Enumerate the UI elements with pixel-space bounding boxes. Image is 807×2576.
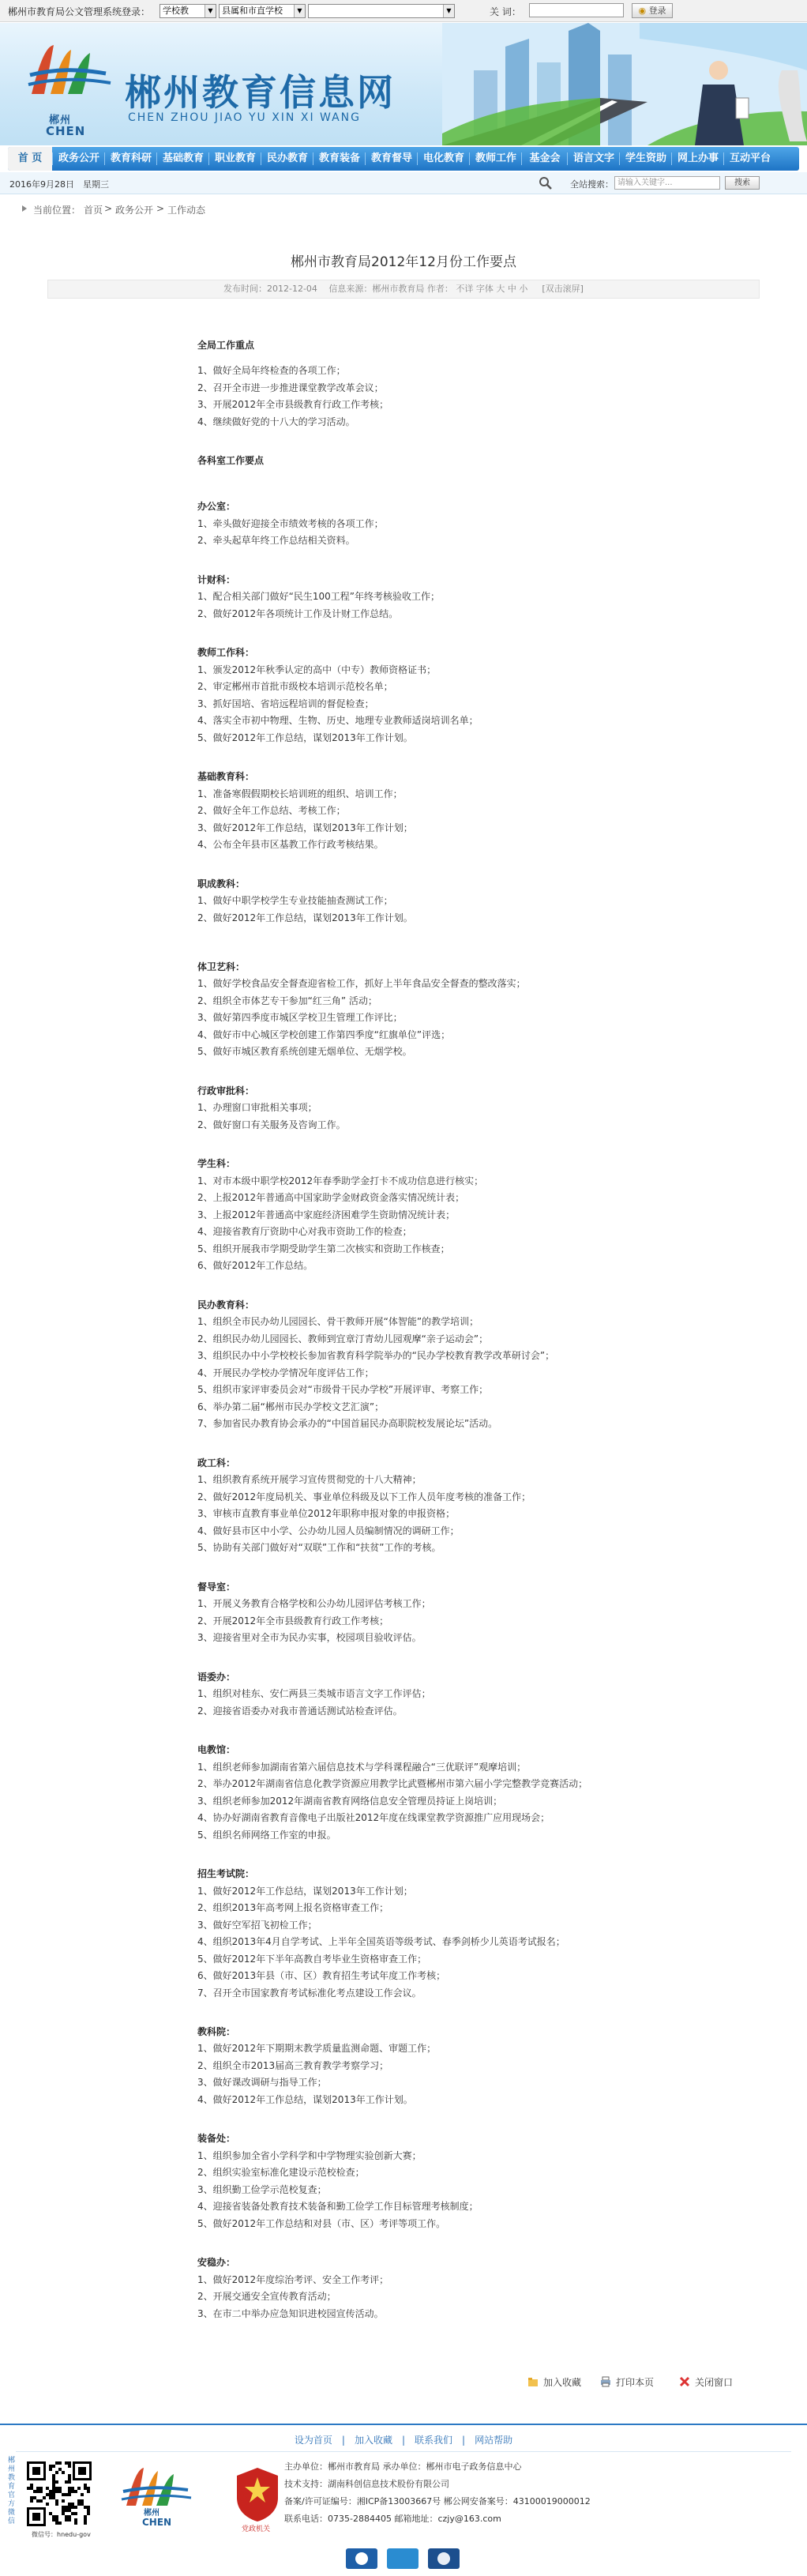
nav-separator: [671, 152, 672, 165]
section-item: 1、做好2012年度综治考评、安全工作考评；: [197, 2273, 389, 2285]
chevron-down-icon: ▼: [294, 5, 305, 17]
section-item: 1、组织教育系统开展学习宣传贯彻党的十八大精神；: [197, 1474, 422, 1486]
section-item: 6、做好2013年县（市、区）教育招生考试年度工作考核；: [197, 1970, 446, 1981]
section-item: 2、组织全市体艺专干参加“红三角” 活动；: [197, 995, 377, 1006]
breadcrumb: [0, 201, 807, 220]
footer-link-set-home[interactable]: 设为首页: [294, 2435, 332, 2446]
current-date: [9, 178, 109, 190]
search-icon: [539, 176, 553, 190]
section-item: 1、颁发2012年秋季认定的高中（中专）教师资格证书；: [197, 664, 437, 675]
section-item: 3、做好课改调研与指导工作；: [197, 2077, 327, 2089]
site-name: 郴州教育信息网: [125, 71, 396, 114]
nav-item[interactable]: 语言文字: [572, 152, 614, 164]
section-item: 4、公布全年县市区基教工作行政考核结果。: [197, 839, 384, 851]
unit-name-select[interactable]: [308, 4, 455, 18]
wechat-id: 微信号：hnedu-gov: [32, 2531, 91, 2538]
nav-item[interactable]: 互动平台: [729, 152, 771, 164]
section-item: 4、做好2012年工作总结，谋划2013年工作计划。: [197, 2093, 413, 2105]
section-item: 5、协助有关部门做好对“双联”工作和“扶贫”工作的考核。: [197, 1542, 441, 1554]
main-nav: [8, 147, 799, 171]
section-item: 4、做好市中心城区学校创建工作第四季度“红旗单位”评选；: [197, 1029, 451, 1040]
password-label: 关 词：: [490, 6, 521, 17]
breadcrumb-home[interactable]: 首页: [84, 205, 103, 216]
printer-icon: [600, 2376, 611, 2387]
section-item: 2、组织民办幼儿园园长、教师到宜章汀青幼儿园观摩“亲子运动会”；: [197, 1333, 489, 1344]
section-item: 1、开展义务教育合格学校和公办幼儿园评估考核工作；: [197, 1598, 431, 1610]
section-heading: 学生科：: [197, 1158, 236, 1170]
section-item: 1、做好中职学校学生专业技能抽查测试工作；: [197, 895, 393, 907]
section-item: 2、做好2012年度局机关、事业单位科级及以下工作人员年度考核的准备工作；: [197, 1491, 531, 1502]
section-item: 3、开展2012年全市县级教育行政工作考核；: [197, 399, 389, 411]
section-item: 2、开展2012年全市县级教育行政工作考核；: [197, 1615, 389, 1626]
breadcrumb-sep: >: [104, 203, 113, 214]
footer-links: [0, 2433, 807, 2449]
article-actions: [0, 2375, 807, 2390]
banner-cityscape-icon: [442, 23, 807, 145]
footer-info: [284, 2458, 591, 2528]
site-logo-icon: [24, 39, 118, 102]
site-search-placeholder: 请输入关键字...: [617, 179, 673, 187]
section-item: 4、开展民办学校办学情况年度评估工作；: [197, 1367, 374, 1378]
section-item: 1、做好2012年工作总结，谋划2013年工作计划；: [197, 1885, 413, 1897]
breadcrumb-open-affairs[interactable]: 政务公开: [115, 205, 154, 216]
lock-icon: ◉: [638, 6, 647, 16]
site-banner: [0, 23, 807, 145]
section-item: 1、做好全局年终检查的各项工作；: [197, 365, 346, 377]
section-heading: 政工科：: [197, 1457, 236, 1469]
print-page-label: 打印本页: [616, 2377, 655, 2388]
wechat-qr-code-icon: [24, 2458, 95, 2529]
unit-type-value: 学校教: [163, 6, 189, 16]
section-item: 2、上报2012年普通高中国家助学金财政资金落实情况统计表；: [197, 1192, 465, 1204]
section-item: 3、组织民办中小学校校长参加省教育科学院举办的“民办学校教育教学改革研讨会”；: [197, 1350, 555, 1362]
section-item: 1、准备寒假假期校长培训班的组织、培训工作；: [197, 788, 403, 799]
footer-logo-city-en: CHEN: [142, 2517, 172, 2528]
section-item: 2、迎接省语委办对我市普通话测试站检查评估。: [197, 1705, 403, 1717]
section-item: 1、做好学校食品安全督查迎省检工作，抓好上半年食品安全督查的整改落实；: [197, 978, 526, 990]
section-item: 2、牵头起草年终工作总结相关资料。: [197, 535, 355, 547]
section-heading: 装备处：: [197, 2133, 236, 2145]
footer-link-sep: |: [341, 2435, 345, 2446]
section-heading: 语委办：: [197, 1671, 236, 1683]
section-heading: 办公室：: [197, 501, 236, 513]
add-favorite-label: 加入收藏: [543, 2377, 582, 2388]
logo-city-cn: 郴州: [49, 115, 72, 126]
section-item: 5、组织开展我市学期受助学生第二次核实和资助工作核查；: [197, 1243, 450, 1254]
nav-separator: [52, 152, 53, 165]
section-item: 4、协办好湖南省教育音像电子出版社2012年度在线课堂教学资源推广应用现场会；: [197, 1812, 550, 1824]
unit-category-select[interactable]: [219, 4, 306, 18]
section-item: 5、做好2012年工作总结，谋划2013年工作计划。: [197, 731, 413, 743]
section-item: 2、做好2012年各项统计工作及计财工作总结。: [197, 607, 399, 619]
section-item: 2、召开全市进一步推进课堂教学改革会议；: [197, 382, 384, 393]
footer-contact: 联系电话：0735-2884405 邮箱地址：czjy@163.com: [284, 2514, 501, 2524]
section-item: 2、做好全年工作总结、考核工作；: [197, 805, 346, 817]
section-item: 4、迎接省教育厅资助中心对我市资助工作的检查；: [197, 1226, 412, 1238]
section-heading: 民办教育科：: [197, 1299, 255, 1311]
nav-separator: [469, 152, 470, 165]
nav-item[interactable]: 教育科研: [110, 152, 152, 164]
section-item: 2、举办2012年湖南省信息化教学资源应用教学比武暨郴州市第六届小学完整教学竞赛活动；: [197, 1778, 588, 1790]
nav-separator: [417, 152, 418, 165]
nav-item[interactable]: 政务公开: [58, 152, 99, 164]
section-heading: 教师工作科：: [197, 647, 255, 659]
section-item: 5、做好2012年工作总结和对县（市、区）考评等项工作。: [197, 2217, 446, 2229]
section-heading: 各科室工作要点: [197, 455, 265, 467]
breadcrumb-arrow-icon: [21, 205, 28, 212]
footer-link-sep: |: [401, 2435, 406, 2446]
section-heading: 职成教科：: [197, 878, 246, 889]
nav-item[interactable]: 电化教育: [422, 152, 464, 164]
nav-item[interactable]: 基金会: [529, 152, 561, 164]
date-text: 2016年9月28日: [9, 179, 74, 190]
section-item: 3、组织勤工俭学示范校复查；: [197, 2183, 327, 2195]
article-title: 郴州市教育局2012年12月份工作要点: [291, 254, 516, 270]
section-item: 4、做好县市区中小学、公办幼儿园人员编制情况的调研工作；: [197, 1525, 460, 1536]
nav-item[interactable]: 职业教育: [214, 152, 256, 164]
section-item: 2、开展交通安全宣传教育活动；: [197, 2291, 336, 2303]
login-button-label: 登录: [648, 6, 666, 16]
footer-link-contact[interactable]: 联系我们: [415, 2435, 453, 2446]
section-item: 2、做好2012年工作总结，谋划2013年工作计划。: [197, 912, 413, 923]
login-bar-title: 郴州市教育局公文管理系统登录：: [8, 6, 151, 17]
section-item: 3、审核市直教育事业单位2012年职称申报对象的申报资格；: [197, 1508, 456, 1520]
nav-separator: [365, 152, 366, 165]
section-item: 4、迎接省装备处教育技术装备和勤工俭学工作目标管理考核制度；: [197, 2201, 479, 2213]
section-item: 3、在市二中举办应急知识进校园宣传活动。: [197, 2307, 384, 2319]
unit-type-select[interactable]: [160, 4, 216, 18]
nav-item[interactable]: 教育装备: [318, 152, 360, 164]
footer-link-favorite[interactable]: 加入收藏: [354, 2435, 392, 2446]
section-item: 5、组织名师网络工作室的申报。: [197, 1829, 336, 1841]
section-item: 1、组织对桂东、安仁两县三类城市语言文字工作评估；: [197, 1688, 431, 1700]
section-heading: 督导室：: [197, 1581, 236, 1593]
badge-label: 党政机关: [242, 2525, 271, 2533]
section-item: 5、做好2012年下半年高教自考毕业生资格审查工作；: [197, 1953, 427, 1965]
section-item: 3、做好空军招飞初检工作；: [197, 1919, 317, 1931]
section-heading: 招生考试院：: [197, 1868, 255, 1879]
section-item: 3、做好2012年工作总结，谋划2013年工作计划；: [197, 822, 413, 833]
section-heading: 计财科：: [197, 573, 236, 585]
section-heading: 行政审批科：: [197, 1085, 255, 1096]
date-search-bar: [0, 172, 807, 194]
top-login-bar: [0, 0, 807, 22]
section-item: 1、办理窗口审批相关事项；: [197, 1102, 317, 1114]
section-heading: 全局工作重点: [197, 340, 255, 351]
nav-separator: [567, 152, 568, 165]
section-item: 2、组织全市2013届高三教育教学考察学习；: [197, 2059, 389, 2071]
nav-item[interactable]: 基础教育: [162, 152, 204, 164]
section-item: 5、组织市家评审委员会对“市级骨干民办学校”开展评审、考察工作；: [197, 1384, 489, 1396]
section-item: 2、组织2013年高考网上报名资格审查工作；: [197, 1902, 389, 1913]
nav-item[interactable]: 教育督导: [370, 152, 412, 164]
footer-tech-support: 技术支持：湖南科创信息技术股份有限公司: [284, 2479, 449, 2489]
section-item: 4、继续做好党的十八大的学习活动。: [197, 416, 355, 427]
nav-separator: [723, 152, 724, 165]
nav-separator: [104, 152, 105, 165]
footer-link-help[interactable]: 网站帮助: [475, 2435, 513, 2446]
section-item: 5、做好市城区教育系统创建无烟单位、无烟学校。: [197, 1046, 412, 1058]
article-meta: 发布时间：2012-12-04 信息来源：郴州市教育局 作者： 不详 字体 大 中 小 [双击滚屏]: [47, 280, 760, 299]
breadcrumb-sep: >: [156, 203, 165, 214]
nav-separator: [208, 152, 209, 165]
section-item: 1、对市本级中职学校2012年春季助学金打卡不成功信息进行核实；: [197, 1175, 484, 1186]
section-item: 2、组织实验室标准化建设示范校检查；: [197, 2167, 365, 2179]
section-item: 4、落实全市初中物理、生物、历史、地理专业教师适岗培训名单；: [197, 715, 479, 727]
footer-logo-city-cn: 郴州: [144, 2509, 160, 2518]
certification-seals-icon: [340, 2545, 466, 2570]
nav-separator: [619, 152, 620, 165]
section-item: 4、组织2013年4月自学考试、上半年全国英语等级考试、春季剑桥少儿英语考试报名；: [197, 1936, 565, 1947]
site-search-button-label: 搜索: [734, 179, 750, 187]
footer-organizer: 主办单位：郴州市教育局 承办单位：郴州市电子政务信息中心: [284, 2461, 522, 2472]
footer-divider: [0, 2424, 807, 2425]
footer-icp: 备案/许可证编号：湘ICP备13003667号 郴公网安备案号：43100019000012: [284, 2496, 591, 2506]
section-item: 3、做好第四季度市城区学校卫生管理工作评比；: [197, 1012, 403, 1024]
chevron-down-icon: ▼: [205, 5, 216, 17]
nav-separator: [521, 152, 522, 165]
section-item: 3、抓好国培、省培远程培训的督促检查；: [197, 698, 374, 709]
nav-item[interactable]: 网上办事: [677, 152, 719, 164]
site-search-label: 全站搜索：: [570, 179, 614, 190]
nav-separator: [156, 152, 157, 165]
section-heading: 教科院：: [197, 2025, 236, 2037]
section-item: 3、组织老师参加2012年湖南省教育网络信息安全管理员持证上岗培训；: [197, 1795, 503, 1807]
section-item: 1、牵头做好迎接全市绩效考核的各项工作；: [197, 517, 384, 529]
close-window-button[interactable]: [679, 2375, 733, 2389]
password-input[interactable]: [529, 3, 624, 17]
section-item: 3、上报2012年普通高中家庭经济困难学生资助情况统计表；: [197, 1209, 456, 1220]
weekday-text: 星期三: [83, 179, 109, 190]
footer-link-sep: |: [462, 2435, 466, 2446]
logo-city-en: CHEN: [46, 124, 86, 138]
section-item: 7、参加省民办教育协会承办的“中国首届民办高职院校发展论坛”活动。: [197, 1418, 498, 1430]
section-item: 1、组织参加全省小学科学和中学物理实验创新大赛；: [197, 2149, 422, 2161]
breadcrumb-news[interactable]: 工作动态: [167, 205, 206, 216]
qr-caption: 郴州教育官方微信: [8, 2457, 16, 2525]
section-item: 6、举办第二届“郴州市民办学校文艺汇演”；: [197, 1401, 385, 1412]
nav-item[interactable]: 首 页: [8, 147, 52, 171]
login-button[interactable]: [632, 3, 673, 18]
folder-star-icon: [527, 2376, 539, 2387]
nav-item[interactable]: 民办教育: [266, 152, 308, 164]
section-heading: 安稳办：: [197, 2257, 236, 2269]
add-favorite-button[interactable]: [527, 2375, 581, 2389]
close-window-label: 关闭窗口: [695, 2377, 734, 2388]
section-item: 1、组织老师参加湖南省第六届信息技术与学科课程融合“三优联评”观摩培训；: [197, 1761, 527, 1773]
section-item: 1、组织全市民办幼儿园园长、骨干教师开展“体智能”的教学培训；: [197, 1316, 479, 1328]
section-item: 3、迎接省里对全市为民办实事，校园项目验收评估。: [197, 1632, 422, 1644]
unit-category-value: 县属和市直学校: [222, 6, 283, 16]
section-item: 2、审定郴州市首批市级校本培训示范校名单；: [197, 681, 393, 693]
government-badge-icon: [234, 2466, 281, 2523]
nav-item[interactable]: 教师工作: [475, 152, 516, 164]
section-item: 7、召开全市国家教育考试标准化考点建设工作会议。: [197, 1987, 422, 1999]
site-search-button[interactable]: [725, 176, 760, 190]
section-heading: 电教馆：: [197, 1744, 236, 1756]
section-heading: 基础教育科：: [197, 771, 255, 783]
section-item: 6、做好2012年工作总结。: [197, 1260, 313, 1272]
breadcrumb-label: 当前位置：: [33, 205, 81, 216]
chevron-down-icon: ▼: [443, 5, 454, 17]
section-item: 1、配合相关部门做好“民生100工程”年终考核验收工作；: [197, 591, 440, 603]
close-icon: [679, 2376, 690, 2387]
section-heading: 体卫艺科：: [197, 961, 246, 972]
site-name-en: CHEN ZHOU JIAO YU XIN XI WANG: [128, 111, 362, 124]
site-search-input[interactable]: [614, 176, 720, 190]
section-item: 1、做好2012年下期期末教学质量监测命题、审题工作；: [197, 2043, 437, 2055]
section-item: 2、做好窗口有关服务及咨询工作。: [197, 1119, 346, 1130]
nav-item[interactable]: 学生资助: [625, 152, 666, 164]
print-page-button[interactable]: [600, 2375, 654, 2389]
